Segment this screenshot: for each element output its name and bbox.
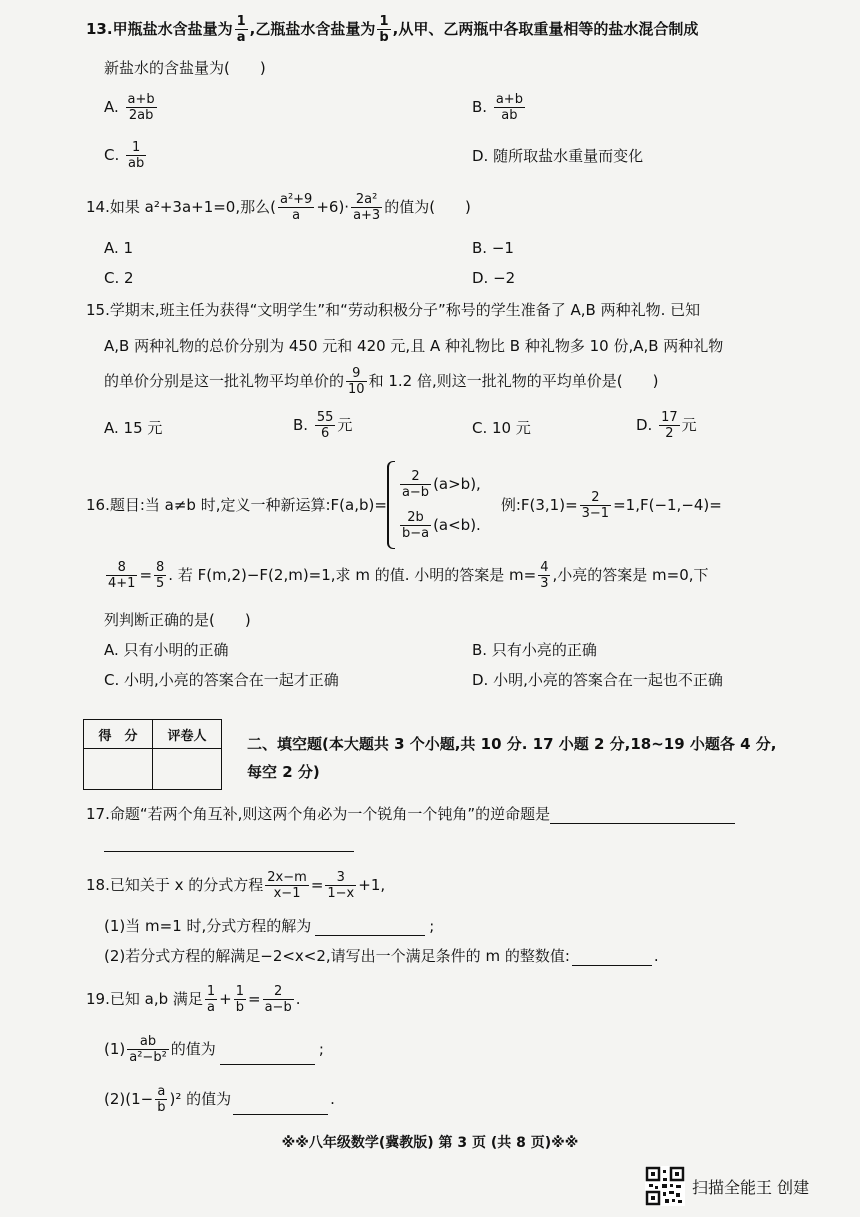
grader-header: 评卷人	[153, 720, 222, 749]
q16-text-d: =	[139, 566, 153, 584]
q16-line1	[86, 460, 722, 550]
q16-text-f: ,小亮的答案是 m=0,下	[552, 566, 709, 584]
frac-num: 3	[325, 870, 356, 886]
q14-fraction-1	[278, 192, 314, 223]
case-condition: (a>b),	[433, 475, 481, 493]
q19-part2-blank[interactable]	[233, 1098, 328, 1115]
frac-num: 55	[316, 410, 334, 425]
q18-part2-end: .	[653, 947, 659, 965]
q16-option-d: D. 小明,小亮的答案合在一起也不正确	[472, 671, 723, 689]
q18-part1	[104, 916, 434, 936]
option-label: D.	[636, 416, 653, 434]
frac-den: 6	[320, 426, 330, 441]
frac-num: a²+9	[279, 192, 313, 207]
q13-option-b	[472, 92, 527, 123]
q14-option-a: A. 1	[104, 239, 134, 257]
frac-den: a−b	[264, 1000, 292, 1015]
frac-den: 1−x	[327, 886, 355, 901]
q13-fraction-1	[235, 14, 248, 45]
score-table	[83, 719, 222, 790]
q19-part2-label: (2)(1−	[104, 1090, 154, 1108]
q15-option-d	[636, 410, 697, 441]
option-fraction	[315, 410, 336, 441]
q19-fraction-3	[263, 984, 294, 1015]
section2-title: 二、填空题(本大题共 3 个小题,共 10 分. 17 小题 2 分,18~19 小题各 4 分,	[247, 735, 777, 753]
q18-part1-blank[interactable]	[315, 919, 425, 936]
option-unit: 元	[337, 416, 353, 434]
q14-text-b: +6)·	[316, 198, 350, 216]
q15-line2: A,B 两种礼物的总价分别为 450 元和 420 元,且 A 种礼物比 B 种礼物多 10 份,A,B 两种礼物	[104, 337, 724, 355]
q19-equals: =	[248, 990, 261, 1008]
case-fraction	[400, 469, 431, 500]
q19-part1-text: 的值为	[170, 1040, 216, 1058]
q19-part1	[104, 1034, 324, 1065]
q13-fraction-2	[377, 14, 390, 45]
frac-den: ab	[128, 156, 145, 171]
option-label: A.	[104, 98, 119, 116]
frac-den: a	[292, 208, 301, 223]
q19-part2-fraction	[155, 1084, 167, 1115]
q16-text-b: 例:F(3,1)=	[500, 496, 578, 514]
page-footer: ※※八年级数学(冀教版) 第 3 页 (共 8 页)※※	[281, 1135, 579, 1151]
q15-line3	[104, 366, 658, 397]
option-fraction	[126, 92, 157, 123]
q19-part2	[104, 1084, 335, 1115]
frac-den: ab	[501, 108, 518, 123]
q16-example-fraction-3	[154, 560, 166, 591]
section2-subtitle: 每空 2 分)	[247, 763, 320, 781]
q19-fraction-1	[205, 984, 217, 1015]
option-label: B.	[293, 416, 309, 434]
score-cell	[84, 749, 153, 790]
frac-den: a²−b²	[129, 1050, 167, 1065]
q15-text-a: 的单价分别是这一批礼物平均单价的	[104, 372, 345, 390]
q15-fraction	[346, 366, 367, 397]
frac-num: 9	[346, 366, 367, 382]
frac-num: 2	[580, 490, 611, 506]
q16-line3: 列判断正确的是( )	[104, 611, 251, 629]
frac-num: 4	[540, 560, 549, 575]
frac-num: a+b	[495, 92, 523, 107]
q19-plus: +	[219, 990, 232, 1008]
frac-num: 2	[263, 984, 294, 1000]
q19-text-a: 19.已知 a,b 满足	[86, 990, 203, 1008]
q14-text-c: 的值为( )	[384, 198, 471, 216]
brace-icon	[387, 461, 395, 549]
q17-line2	[104, 832, 354, 852]
q19-part1-fraction	[127, 1034, 169, 1065]
q16-case-2	[398, 510, 481, 541]
frac-num: a	[155, 1084, 167, 1100]
frac-den: b	[157, 1100, 166, 1115]
q14-option-d: D. −2	[472, 269, 516, 287]
option-label: C.	[104, 146, 120, 164]
case-condition: (a<b).	[433, 516, 481, 534]
frac-num: 1	[206, 984, 216, 999]
q19-part2-end: .	[330, 1090, 335, 1108]
q19-fraction-2	[234, 984, 246, 1015]
frac-num: ab	[127, 1034, 169, 1050]
q17-answer-blank-cont[interactable]	[104, 835, 354, 852]
grader-cell	[153, 749, 222, 790]
q18-part1-end: ;	[429, 917, 435, 935]
q16-cases	[398, 469, 481, 541]
frac-den: b	[379, 30, 389, 45]
q16-option-c: C. 小明,小亮的答案合在一起才正确	[104, 671, 339, 689]
frac-num: 1	[236, 14, 246, 29]
frac-num: 1	[126, 140, 146, 156]
q16-text-e: . 若 F(m,2)−F(2,m)=1,求 m 的值. 小明的答案是 m=	[168, 566, 537, 584]
q16-answer-fraction	[538, 560, 550, 591]
q19-part1-blank[interactable]	[220, 1048, 315, 1065]
q13-option-c	[104, 140, 148, 171]
q17-line1	[86, 804, 735, 824]
qr-code-icon	[645, 1166, 685, 1206]
frac-den: x−1	[273, 886, 301, 901]
q13-option-d: D. 随所取盐水重量而变化	[472, 147, 644, 165]
q18-fraction-2	[325, 870, 356, 901]
q19-part1-end: ;	[318, 1040, 324, 1058]
frac-num: 1	[377, 14, 390, 30]
q16-line2	[104, 560, 709, 591]
frac-den: 5	[156, 576, 165, 591]
scanner-watermark: 扫描全能王 创建	[692, 1178, 810, 1197]
q13-text-c: ,从甲、乙两瓶中各取重量相等的盐水混合制成	[392, 20, 699, 38]
frac-num: 8	[106, 560, 137, 576]
frac-den: b	[235, 1000, 244, 1015]
option-unit: 元	[681, 416, 697, 434]
q16-text-c: =1,F(−1,−4)=	[613, 496, 722, 514]
q16-piecewise	[387, 461, 481, 549]
option-fraction	[659, 410, 680, 441]
q16-case-1	[398, 469, 481, 500]
q13-line2: 新盐水的含盐量为( )	[104, 59, 266, 77]
frac-den: 10	[348, 382, 365, 397]
q18-line	[86, 870, 385, 901]
q15-text-b: 和 1.2 倍,则这一批礼物的平均单价是( )	[368, 372, 659, 390]
q17-text: 17.命题“若两个角互补,则这两个角必为一个锐角一个钝角”的逆命题是	[86, 805, 551, 823]
q16-option-b: B. 只有小亮的正确	[472, 641, 597, 659]
q15-option-b	[293, 410, 352, 441]
q18-part2-text: (2)若分式方程的解满足−2<x<2,请写出一个满足条件的 m 的整数值:	[104, 947, 570, 965]
q13-line1	[86, 14, 698, 45]
q16-example-fraction-2	[106, 560, 137, 591]
frac-den: a−b	[401, 485, 430, 500]
q19-part2-text: )² 的值为	[169, 1090, 232, 1108]
frac-num: 8	[156, 560, 165, 575]
q13-text-b: ,乙瓶盐水含盐量为	[249, 20, 376, 38]
q15-option-c: C. 10 元	[472, 419, 531, 437]
frac-den: 2ab	[128, 108, 154, 123]
q18-text-a: 18.已知关于 x 的分式方程	[86, 876, 264, 894]
q18-fraction-1	[265, 870, 309, 901]
q17-answer-blank[interactable]	[550, 807, 735, 824]
q15-option-a: A. 15 元	[104, 419, 163, 437]
q18-part1-text: (1)当 m=1 时,分式方程的解为	[104, 917, 312, 935]
option-label: B.	[472, 98, 488, 116]
option-fraction	[494, 92, 525, 123]
frac-num: 1	[235, 984, 245, 999]
q16-example-fraction-1	[580, 490, 611, 521]
q16-option-a: A. 只有小明的正确	[104, 641, 229, 659]
q18-part2-blank[interactable]	[572, 949, 652, 966]
frac-den: 3	[540, 576, 549, 591]
frac-num: a+b	[127, 92, 155, 107]
frac-num: 2x−m	[267, 870, 307, 885]
frac-num: 2a²	[351, 192, 382, 208]
q13-option-a	[104, 92, 159, 123]
score-header: 得 分	[84, 720, 153, 749]
frac-num: 2b	[400, 510, 431, 526]
q19-line	[86, 984, 301, 1015]
frac-den: 3−1	[581, 505, 610, 521]
q19-part1-label: (1)	[104, 1040, 126, 1058]
frac-den: 2	[665, 426, 674, 441]
frac-num: 2	[400, 469, 431, 485]
frac-num: 17	[661, 410, 678, 425]
q14-fraction-2	[351, 192, 382, 223]
frac-den: a+3	[353, 208, 381, 223]
frac-den: b−a	[401, 526, 430, 541]
frac-den: a	[207, 1000, 215, 1015]
q19-period: .	[295, 990, 301, 1008]
q18-equals: =	[310, 876, 324, 894]
q18-text-b: +1,	[358, 876, 386, 894]
case-fraction	[400, 510, 431, 541]
option-fraction	[126, 140, 146, 171]
q16-text-a: 16.题目:当 a≠b 时,定义一种新运算:F(a,b)=	[86, 496, 387, 514]
q13-text-a: 13.甲瓶盐水含盐量为	[86, 20, 233, 38]
q14-option-b: B. −1	[472, 239, 514, 257]
q14-line	[86, 192, 471, 223]
q18-part2	[104, 946, 659, 966]
q15-line1: 15.学期末,班主任为获得“文明学生”和“劳动积极分子”称号的学生准备了 A,B 两种礼物. 已知	[86, 301, 701, 319]
q14-text-a: 14.如果 a²+3a+1=0,那么(	[86, 198, 276, 216]
q14-option-c: C. 2	[104, 269, 134, 287]
frac-den: a	[236, 30, 246, 45]
frac-den: 4+1	[108, 576, 136, 591]
